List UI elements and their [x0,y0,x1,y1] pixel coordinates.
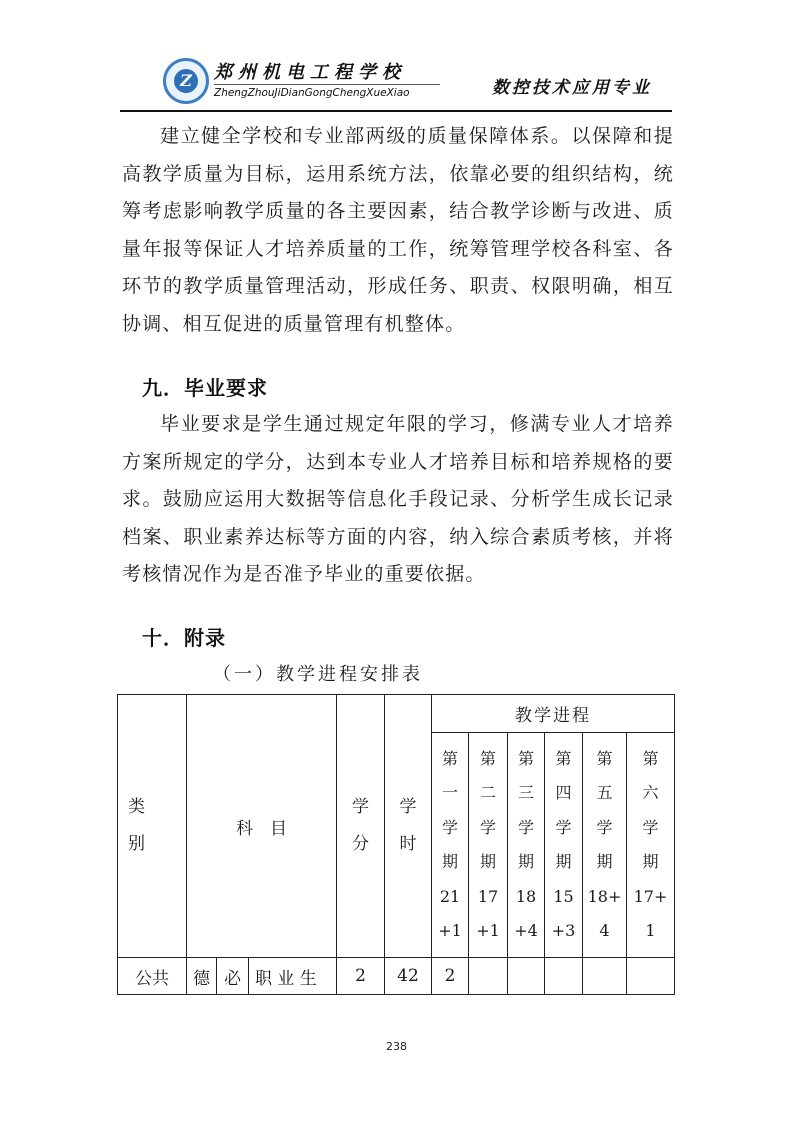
semester-weeks: +4 [514,921,538,940]
row-credits: 2 [337,958,385,995]
semester-ordinal-char: 期 [596,852,613,871]
semester-ordinal-char: 学 [642,817,659,837]
semester-ordinal-char: 第 [479,748,496,768]
table-header-row [118,695,675,733]
header-credits: 学分 [337,695,385,958]
semester-ordinal-char: 六 [642,783,659,802]
semester-ordinal-char: 一 [441,783,458,802]
semester-weeks: 17+ [633,886,668,906]
semester-weeks: 18 [515,886,537,906]
semester-ordinal-char: 期 [479,852,496,871]
semester-ordinal-char: 学 [555,817,572,837]
table-caption: （一）教学进程安排表 [213,664,423,685]
row-course-name: 职 业 生 [249,958,337,995]
semester-weeks: +3 [551,921,576,940]
semester-ordinal-char: 第 [555,748,572,768]
row-semester-2 [469,958,508,995]
semester-ordinal-char: 期 [441,852,458,871]
semester-ordinal-char: 学 [596,817,613,837]
page-number: 238 [386,1040,407,1053]
row-category: 公共 [118,958,187,995]
semester-ordinal-char: 第 [642,748,659,768]
row-semester-5 [583,958,627,995]
school-name-cn: 郑州机电工程学校 [214,62,406,83]
header-subject: 科 目 [187,695,337,958]
section-heading-appendix: 十．附录 [142,626,226,650]
graduation-paragraph [122,406,674,594]
semester-ordinal-char: 第 [517,748,534,768]
semester-ordinal-char: 学 [517,817,534,837]
paragraph-text: 毕业要求是学生通过规定年限的学习，修满专业人才培养方案所规定的学分，达到本专业人才培养目标和培养规格的要求。鼓励应运用大数据等信息化手段记录、分析学生成长记录档案、职业素养达标等方面的内容，纳入综合素质考核，并将考核情况作为是否准予毕业的重要依据。 [122,413,674,585]
semester-weeks: +1 [476,921,500,940]
semester-ordinal-char: 二 [479,783,496,802]
semester-ordinal-char: 期 [642,852,659,871]
semester-weeks: 18+ [587,886,622,906]
semester-ordinal-char: 四 [555,783,572,802]
semester-weeks: 1 [645,921,656,940]
school-name-en: ZhengZhouJiDianGongChengXueXiao [214,87,410,99]
row-semester-6 [627,958,675,995]
table-row [118,958,675,995]
semester-ordinal-char: 第 [441,748,458,768]
row-semester-4 [545,958,583,995]
semester-ordinal-char: 五 [596,783,613,802]
semester-weeks: 15 [553,886,574,906]
semester-1-header [432,733,469,958]
school-name-divider [214,84,440,85]
row-hours: 42 [385,958,432,995]
row-subject-type: 必 [217,958,249,995]
semester-weeks: +1 [438,921,462,940]
section-heading-graduation: 九．毕业要求 [142,376,268,400]
header-divider [120,110,672,112]
major-title: 数控技术应用专业 [492,78,652,98]
semester-ordinal-char: 期 [555,852,572,871]
quality-assurance-paragraph [122,118,674,343]
semester-2-header [469,733,508,958]
header-teaching-progress: 教学进程 [432,695,675,733]
semester-3-header [508,733,545,958]
semester-ordinal-char: 学 [479,817,496,837]
header-hours: 学时 [385,695,432,958]
semester-ordinal-char: 期 [517,852,534,871]
semester-weeks: 21 [439,886,461,906]
semester-weeks: 17 [477,886,499,906]
row-semester-3 [508,958,545,995]
semester-ordinal-char: 三 [517,783,534,802]
header-category: 类别 [118,695,187,958]
row-subject-group: 德 [187,958,217,995]
semester-ordinal-char: 学 [441,817,458,837]
semester-weeks: 4 [599,921,610,940]
semester-ordinal-char: 第 [596,748,613,768]
semester-5-header [583,733,627,958]
semester-4-header [545,733,583,958]
logo-letter: Z [174,69,198,93]
teaching-schedule-table [117,694,675,995]
paragraph-text: 建立健全学校和专业部两级的质量保障体系。以保障和提高教学质量为目标，运用系统方法，依靠必要的组织结构，统筹考虑影响教学质量的各主要因素，结合教学诊断与改进、质量年报等保证人才培养质量的工作，统筹管理学校各科室、各环节的教学质量管理活动，形成任务、职责、权限明确，相互协调、相互促进的质量管理有机整体。 [122,125,674,335]
semester-6-header [627,733,675,958]
school-emblem-icon [163,58,209,104]
row-semester-1: 2 [432,958,469,995]
